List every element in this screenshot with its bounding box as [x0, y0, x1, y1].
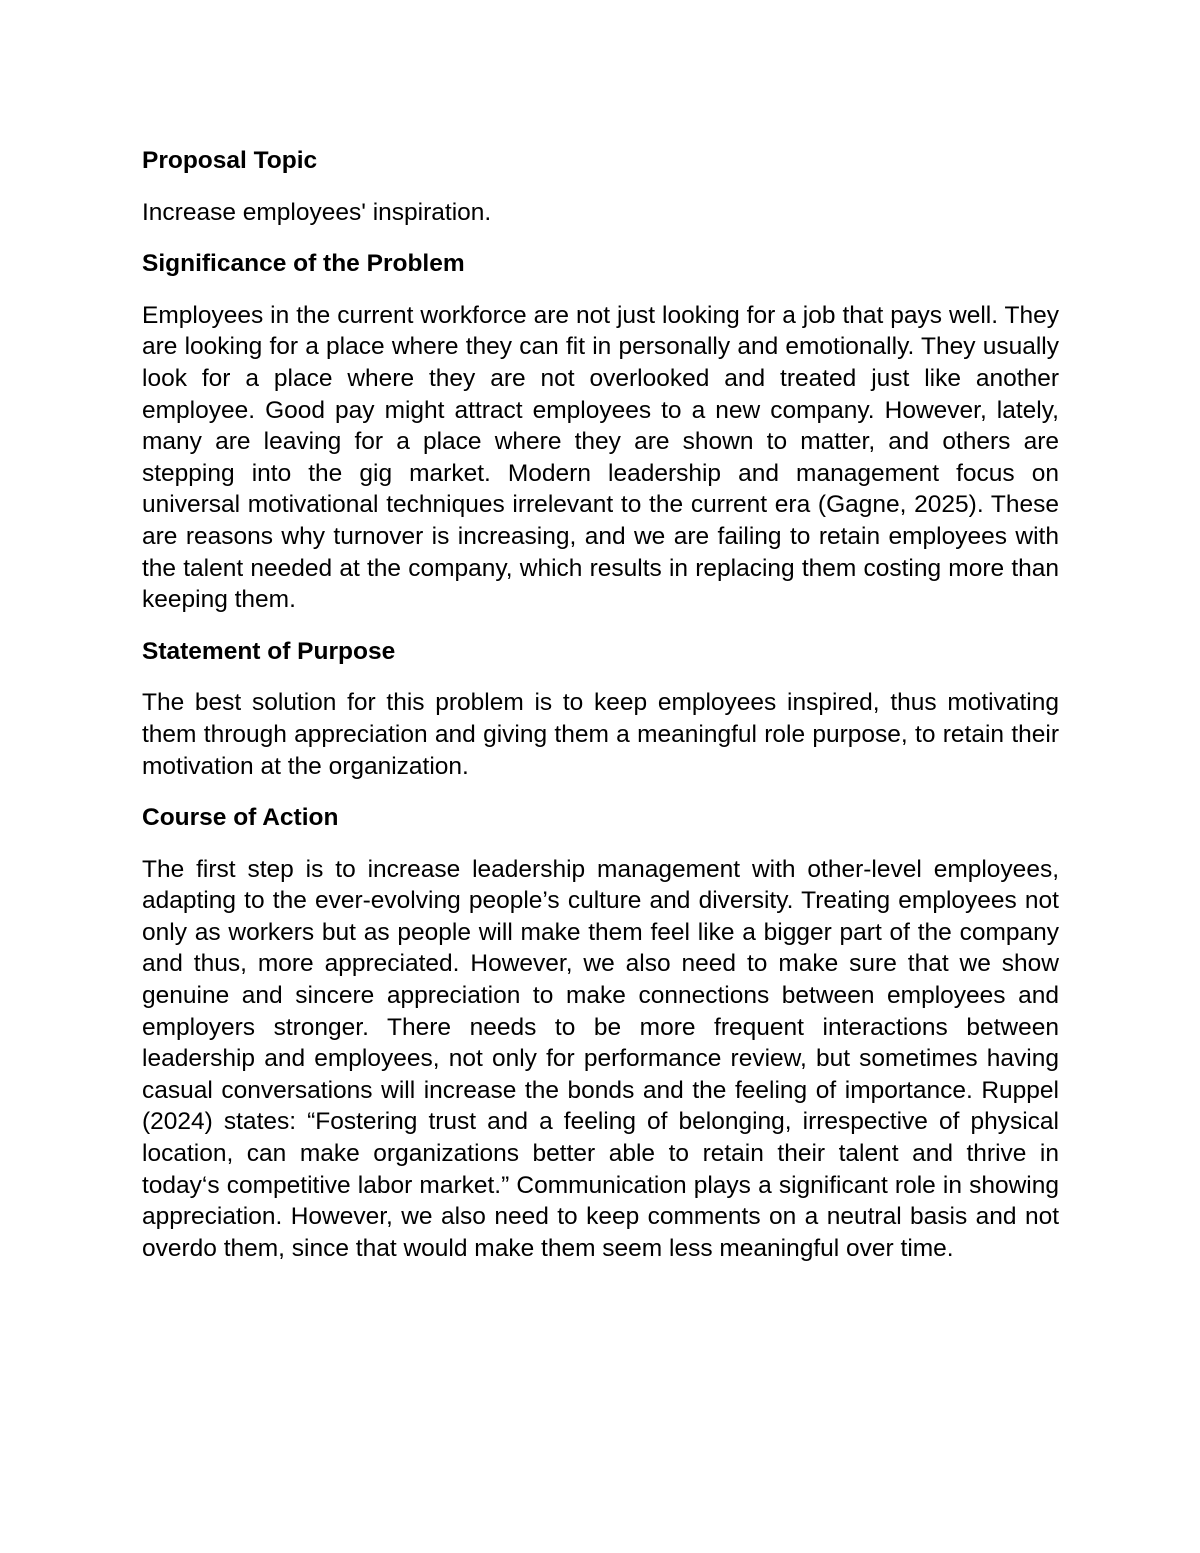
purpose-text: The best solution for this problem is to keep employees inspired, thus motivating them through appreciation and giving them a meaningful role purpose, to retain their motivation at the organization.: [142, 689, 1059, 780]
significance-text: Employees in the current workforce are not just looking for a job that pays well. They are looking for a place where they can fit in personally and emotionally. They usually look for a place where they are not overlooked and treated just like another employee. Good pay might attract employees to a new company. However, lately, many are leaving for a place where they are shown to matter, and others are stepping into the gig market. Modern leadership and management focus on universal motivational techniques irrelevant to the current era (Gagne, 2025). These are reasons why turnover is increasing, and we are failing to retain employees with the talent needed at the company, which results in replacing them costing more than keeping them.: [142, 301, 1059, 614]
document-page: [142, 145, 1059, 1264]
course-of-action-text: The first step is to increase leadership management with other-level employees, adapting to the ever-evolving people’s culture and diversity. Treating employees not only as workers but as people will make them feel like a bigger part of the company and thus, more appreciated. However, we also need to make sure that we show genuine and sincere appreciation to make connections between employees and employers stronger. There needs to be more frequent interactions between leadership and employees, not only for performance review, but sometimes having casual conversations will increase the bonds and the feeling of importance. Ruppel (2024) states: “Fostering trust and a feeling of belonging, irrespective of physical location, can make organizations better able to retain their talent and thrive in today‘s competitive labor market.” Communication plays a significant role in showing appreciation. However, we also need to keep comments on a neutral basis and not overdo them, since that would make them seem less meaningful over time.: [142, 855, 1059, 1262]
significance-heading: Significance of the Problem: [142, 250, 465, 278]
purpose-heading: Statement of Purpose: [142, 637, 396, 665]
course-of-action-heading: Course of Action: [142, 804, 339, 832]
proposal-topic-heading: Proposal Topic: [142, 147, 318, 174]
proposal-topic-text: Increase employees' inspiration.: [142, 198, 492, 226]
